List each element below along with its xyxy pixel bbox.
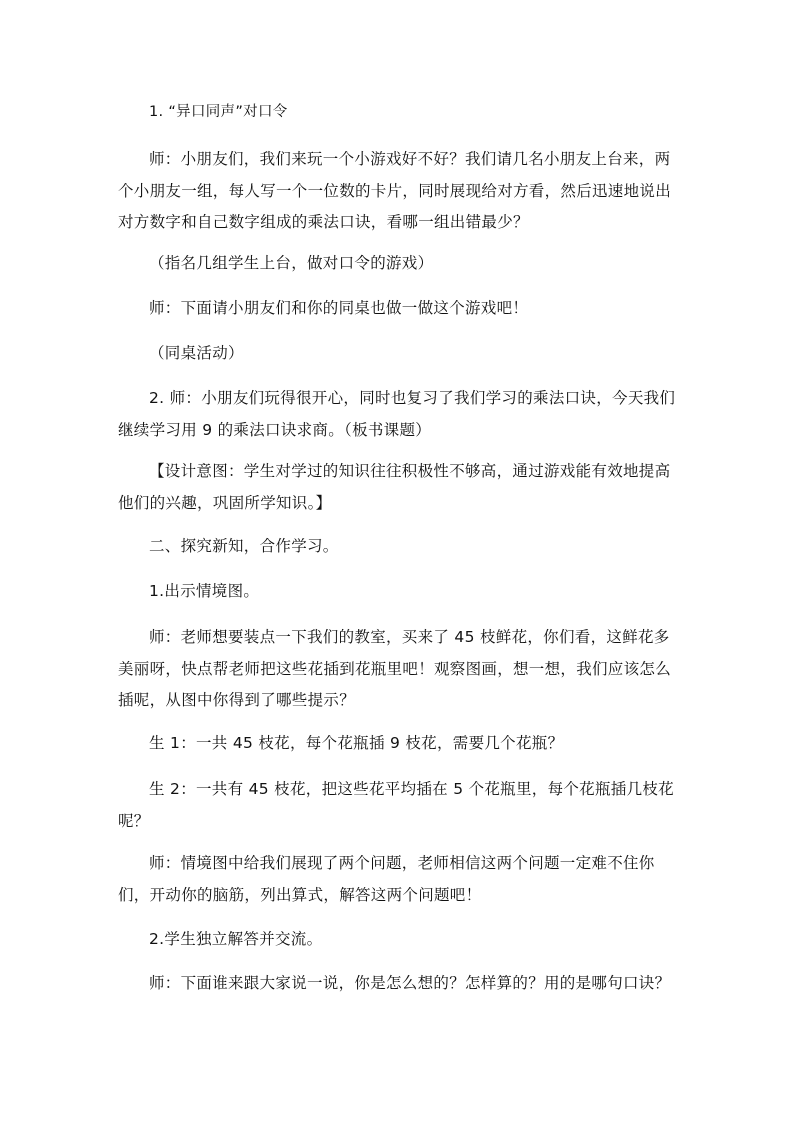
- paragraph-student-1: 生 1：一共 45 枝花，每个花瓶插 9 枝花，需要几个花瓶？: [149, 734, 564, 752]
- paragraph-student-2: 生 2：一共有 45 枝花，把这些花平均插在 5 个花瓶里，每个花瓶插几枝花呢？: [118, 780, 674, 830]
- paragraph-teacher-intro: 师：小朋友们，我们来玩一个小游戏好不好？我们请几名小朋友上台来，两个小朋友一组，每人写一个一位数的卡片，同时展现给对方看，然后迅速地说出对方数字和自己数字组成的乘法口诀，看哪一组出错最少？: [118, 150, 672, 231]
- paragraph-lesson-topic: 2. 师：小朋友们玩得很开心，同时也复习了我们学习的乘法口诀，今天我们继续学习用 9 的乘法口诀求商。（板书课题）: [118, 389, 676, 439]
- paragraph-teacher-deskmate: 师：下面请小朋友们和你的同桌也做一做这个游戏吧！: [149, 299, 529, 317]
- section-heading-game: 1. “异口同声”对口令: [149, 104, 288, 120]
- paragraph-teacher-flowers: 师：老师想要装点一下我们的教室，买来了 45 枝鲜花，你们看，这鲜花多美丽呀，快点帮老师把这些花插到花瓶里吧！观察图画，想一想，我们应该怎么插呢，从图中你得到了哪些提示？: [118, 628, 672, 709]
- section-heading-explore: 二、探究新知，合作学习。: [149, 537, 339, 555]
- paragraph-stage-direction-1: （指名几组学生上台，做对口令的游戏）: [149, 254, 434, 272]
- step-show-scene: 1.出示情境图。: [149, 582, 260, 600]
- paragraph-teacher-question: 师：下面谁来跟大家说一说，你是怎么想的？怎样算的？用的是哪句口诀？: [149, 974, 671, 992]
- step-independent-solve: 2.学生独立解答并交流。: [149, 930, 323, 948]
- paragraph-design-intent: 【设计意图：学生对学过的知识往往积极性不够高，通过游戏能有效地提高他们的兴趣，巩固所学知识。】: [118, 462, 671, 512]
- paragraph-stage-direction-2: （同桌活动）: [149, 344, 244, 362]
- paragraph-teacher-problems: 师：情境图中给我们展现了两个问题，老师相信这两个问题一定难不住你们，开动你的脑筋，列出算式，解答这两个问题吧！: [118, 854, 655, 904]
